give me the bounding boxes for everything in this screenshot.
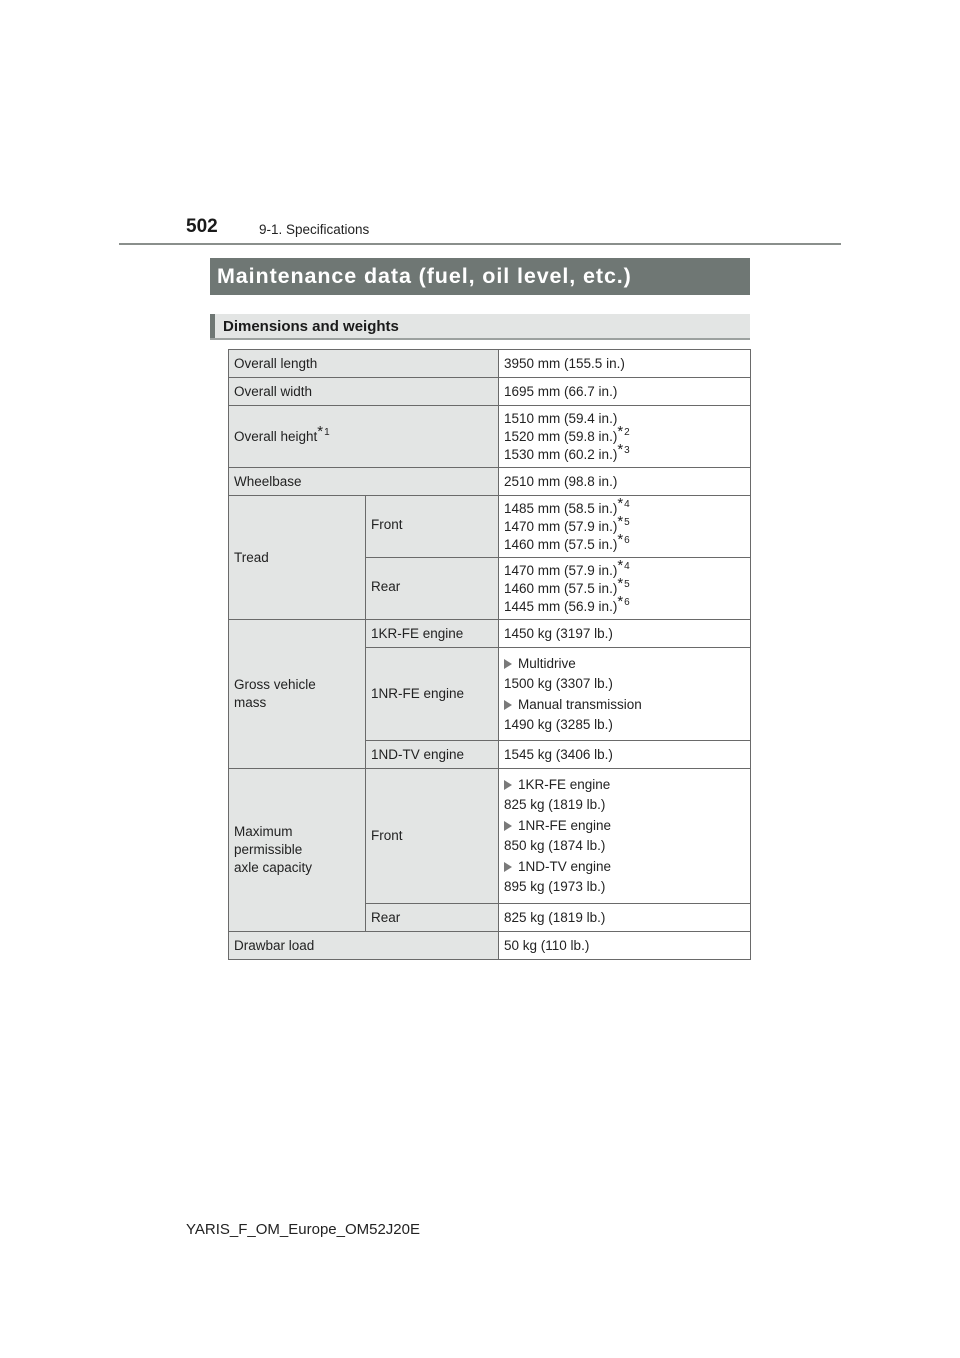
row-label-overall-height xyxy=(229,406,499,468)
footnote-mark: * xyxy=(617,574,624,592)
label-line: mass xyxy=(234,695,267,710)
footnote-number: 2 xyxy=(624,426,630,438)
value-line xyxy=(504,530,750,554)
row-value-overall-length: 3950 mm (155.5 in.) xyxy=(499,350,751,378)
subsection-title: Dimensions and weights xyxy=(210,314,750,340)
footnote-mark: * xyxy=(317,422,324,440)
bullet-item xyxy=(504,858,750,876)
row-label-wheelbase: Wheelbase xyxy=(229,468,499,496)
bullet-value: 1500 kg (3307 lb.) xyxy=(504,675,613,691)
row-sublabel-axle-rear: Rear xyxy=(366,904,499,932)
row-sublabel-1nr-fe: 1NR-FE engine xyxy=(366,648,499,741)
row-value-drawbar-load: 50 kg (110 lb.) xyxy=(499,932,751,960)
bullet-text: Manual transmission xyxy=(518,696,642,712)
table-row xyxy=(229,406,751,468)
header-rule xyxy=(119,243,841,245)
table-row xyxy=(229,620,751,648)
row-sublabel-tread-rear: Rear xyxy=(366,558,499,620)
bullet-value: 1490 kg (3285 lb.) xyxy=(504,716,613,732)
value-text: 1520 mm (59.8 in.) xyxy=(504,428,618,444)
footnote-number: 1 xyxy=(324,426,330,438)
footnote-number: 6 xyxy=(624,534,630,546)
value-line xyxy=(504,494,750,518)
footnote-number: 4 xyxy=(624,498,630,510)
footnote-mark: * xyxy=(617,556,624,574)
footnote-mark: * xyxy=(617,512,624,530)
row-sublabel-1nd-tv: 1ND-TV engine xyxy=(366,741,499,769)
value-text: 1460 mm (57.5 in.) xyxy=(504,580,618,596)
triangle-bullet-icon xyxy=(504,821,512,831)
value-line xyxy=(504,574,750,598)
overall-height-label-text: Overall height xyxy=(234,428,318,444)
label-line: Gross vehicle xyxy=(234,677,316,692)
document-code-footer: YARIS_F_OM_Europe_OM52J20E xyxy=(186,1221,421,1238)
table-row xyxy=(229,468,751,496)
value-text: 1470 mm (57.9 in.) xyxy=(504,562,618,578)
row-value-1nd-tv: 1545 kg (3406 lb.) xyxy=(499,741,751,769)
row-value-overall-height xyxy=(499,406,751,468)
triangle-bullet-icon xyxy=(504,700,512,710)
section-title: Maintenance data (fuel, oil level, etc.) xyxy=(210,258,750,295)
footnote-number: 3 xyxy=(624,444,630,456)
bullet-value: 850 kg (1874 lb.) xyxy=(504,838,606,853)
footnote-number: 5 xyxy=(624,578,630,590)
bullet-text: 1KR-FE engine xyxy=(518,777,611,792)
bullet-item xyxy=(504,776,750,794)
value-line xyxy=(504,512,750,536)
label-line: Maximum xyxy=(234,824,293,839)
row-label-overall-width: Overall width xyxy=(229,378,499,406)
bullet-text: 1NR-FE engine xyxy=(518,818,612,833)
value-line xyxy=(504,592,750,616)
row-value-1nr-fe xyxy=(499,648,751,741)
label-line: permissible xyxy=(234,842,303,857)
bullet-item xyxy=(504,655,750,673)
row-label-overall-length: Overall length xyxy=(229,350,499,378)
bullet-value: 895 kg (1973 lb.) xyxy=(504,879,606,894)
row-value-1kr-fe: 1450 kg (3197 lb.) xyxy=(499,620,751,648)
row-sublabel-1kr-fe: 1KR-FE engine xyxy=(366,620,499,648)
value-line xyxy=(504,422,750,446)
footnote-number: 6 xyxy=(624,596,630,608)
value-line xyxy=(504,440,750,464)
bullet-text: Multidrive xyxy=(518,655,576,671)
value-line xyxy=(504,410,750,428)
table-row xyxy=(229,350,751,378)
footnote-mark: * xyxy=(617,530,624,548)
row-sublabel-tread-front: Front xyxy=(366,496,499,558)
footnote-mark: * xyxy=(617,494,624,512)
value-text: 1510 mm (59.4 in.) xyxy=(504,410,618,426)
row-value-overall-width: 1695 mm (66.7 in.) xyxy=(499,378,751,406)
row-value-tread-rear xyxy=(499,558,751,620)
value-line xyxy=(504,556,750,580)
table-row xyxy=(229,769,751,904)
triangle-bullet-icon xyxy=(504,862,512,872)
value-text: 1470 mm (57.9 in.) xyxy=(504,518,618,534)
row-value-axle-rear: 825 kg (1819 lb.) xyxy=(499,904,751,932)
triangle-bullet-icon xyxy=(504,780,512,790)
dimensions-weights-table xyxy=(228,349,751,960)
bullet-item xyxy=(504,817,750,835)
row-sublabel-axle-front: Front xyxy=(366,769,499,904)
bullet-item xyxy=(504,696,750,714)
row-value-axle-front xyxy=(499,769,751,904)
page-number: 502 xyxy=(186,216,218,237)
value-text: 1530 mm (60.2 in.) xyxy=(504,446,618,462)
row-label-gross-vehicle-mass xyxy=(229,620,366,769)
footnote-number: 5 xyxy=(624,516,630,528)
table-row xyxy=(229,932,751,960)
row-label-max-axle-capacity xyxy=(229,769,366,932)
row-label-drawbar-load: Drawbar load xyxy=(229,932,499,960)
triangle-bullet-icon xyxy=(504,659,512,669)
value-text: 1460 mm (57.5 in.) xyxy=(504,536,618,552)
footnote-mark: * xyxy=(617,440,624,458)
row-label-tread: Tread xyxy=(229,496,366,620)
bullet-value: 825 kg (1819 lb.) xyxy=(504,797,606,812)
label-line: axle capacity xyxy=(234,860,313,875)
bullet-text: 1ND-TV engine xyxy=(518,859,612,874)
value-text: 1485 mm (58.5 in.) xyxy=(504,500,618,516)
value-text: 1445 mm (56.9 in.) xyxy=(504,598,618,614)
row-value-tread-front xyxy=(499,496,751,558)
footnote-number: 4 xyxy=(624,560,630,572)
table-row xyxy=(229,378,751,406)
row-value-wheelbase: 2510 mm (98.8 in.) xyxy=(499,468,751,496)
footnote-mark: * xyxy=(617,592,624,610)
section-label: 9-1. Specifications xyxy=(259,222,370,237)
table-row xyxy=(229,496,751,558)
footnote-mark: * xyxy=(617,422,624,440)
